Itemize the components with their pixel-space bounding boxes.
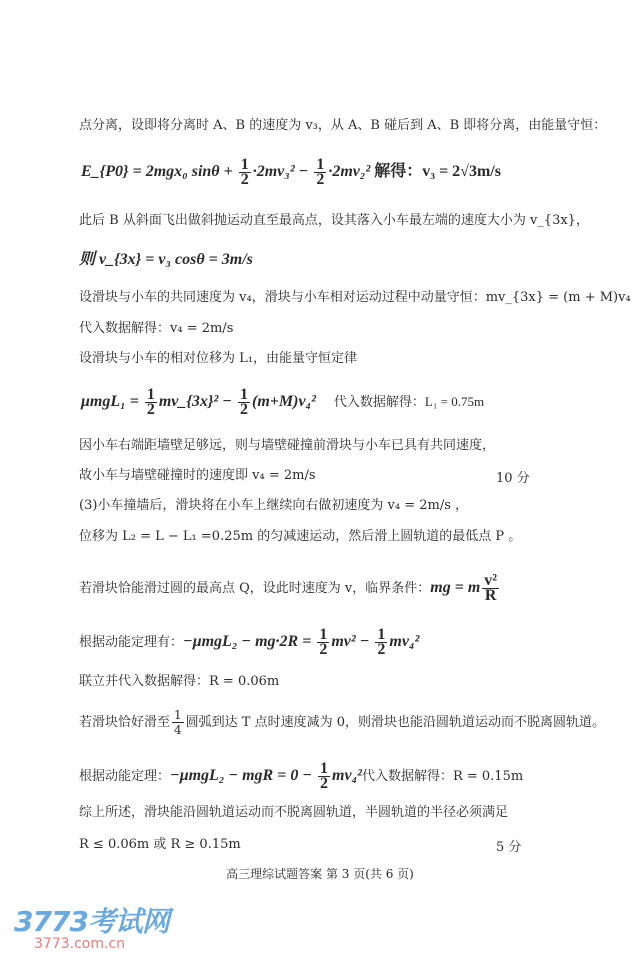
text-line: 综上所述，滑块能沿圆轨道运动而不脱离圆轨道，半圆轨道的半径必须满足 (79, 805, 509, 820)
text-line: (3)小车撞墙后，滑块将在小车上继续向右做初速度为 v₄ = 2m/s ， (79, 498, 469, 513)
score-label: 10 分 (496, 471, 530, 486)
velocity-equation: 则 v_{3x} = v₃ cosθ = 3m/s (79, 251, 253, 268)
text-line: 因小车右端距墙壁足够远，则与墙壁碰撞前滑块与小车已具有共同速度， (79, 438, 496, 453)
text-line: 联立并代入数据解得：R = 0.06m (79, 674, 280, 689)
score-label: 5 分 (496, 840, 522, 855)
text-line: 位移为 L₂ = L − L₁ =0.25m 的匀减速运动，然后滑上圆轨道的最低点 P 。 (79, 529, 522, 544)
text-line: R ≤ 0.06m 或 R ≥ 0.15m (79, 837, 241, 852)
text-line: 点分离，设即将分离时 A、B 的速度为 v₃，从 A、B 碰后到 A、B 即将分离，由能量守恒： (79, 118, 607, 133)
text-line: 设滑块与小车的共同速度为 v₄，滑块与小车相对运动过程中动量守恒：mv_{3x} = (m + M)v₄ (79, 290, 631, 305)
watermark-logo: 3773考试网 3773.com.cn (14, 905, 169, 952)
critical-condition-line: 若滑块恰能滑过圆的最高点 Q，设此时速度为 v，临界条件：mg = m $\frac{\text{v²}}{R}$ (79, 572, 498, 604)
page-footer: 高三理综试题答案 第 3 页(共 6 页) (226, 867, 414, 881)
text-line: 设滑块与小车的相对位移为 L₁，由能量守恒定律 (79, 351, 357, 366)
energy-equation: E_{P0} = 2mgx₀ sinθ + $\frac{1}{2}$ ·2mv₃² − $\frac{1}{2}$ ·2mv₂² 解得：v₃ = 2√3m/s (81, 156, 501, 188)
quarter-arc-line: 若滑块恰好滑至 $\frac{1}{4}$ 圆弧到达 T 点时速度减为 0，则滑块也能沿圆轨道运动而不脱离圆轨道。 (79, 708, 605, 737)
text-line: 代入数据解得：v₄ = 2m/s (79, 321, 234, 336)
kinetic-energy-line: 根据动能定理有：−μmgL₂ − mg·2R = $\frac{1}{2}$ mv² − $\frac{1}{2}$ mv₄² (79, 626, 420, 658)
text-line: 此后 B 从斜面飞出做斜抛运动直至最高点，设其落入小车最左端的速度大小为 v_{3x}， (79, 213, 589, 228)
text-line: 故小车与墙壁碰撞时的速度即 v₄ = 2m/s (79, 468, 316, 483)
kinetic-energy-line-2: 根据动能定理：−μmgL₂ − mgR = 0 − $\frac{1}{2}$ mv₄²代入数据解得：R = 0.15m (79, 760, 524, 792)
friction-energy-equation: μmgL₁ = $\frac{1}{2}$ mv_{3x}² − $\frac{1}{2}$ (m+M)v₄² 代入数据解得：L₁ = 0.75m (81, 386, 485, 418)
